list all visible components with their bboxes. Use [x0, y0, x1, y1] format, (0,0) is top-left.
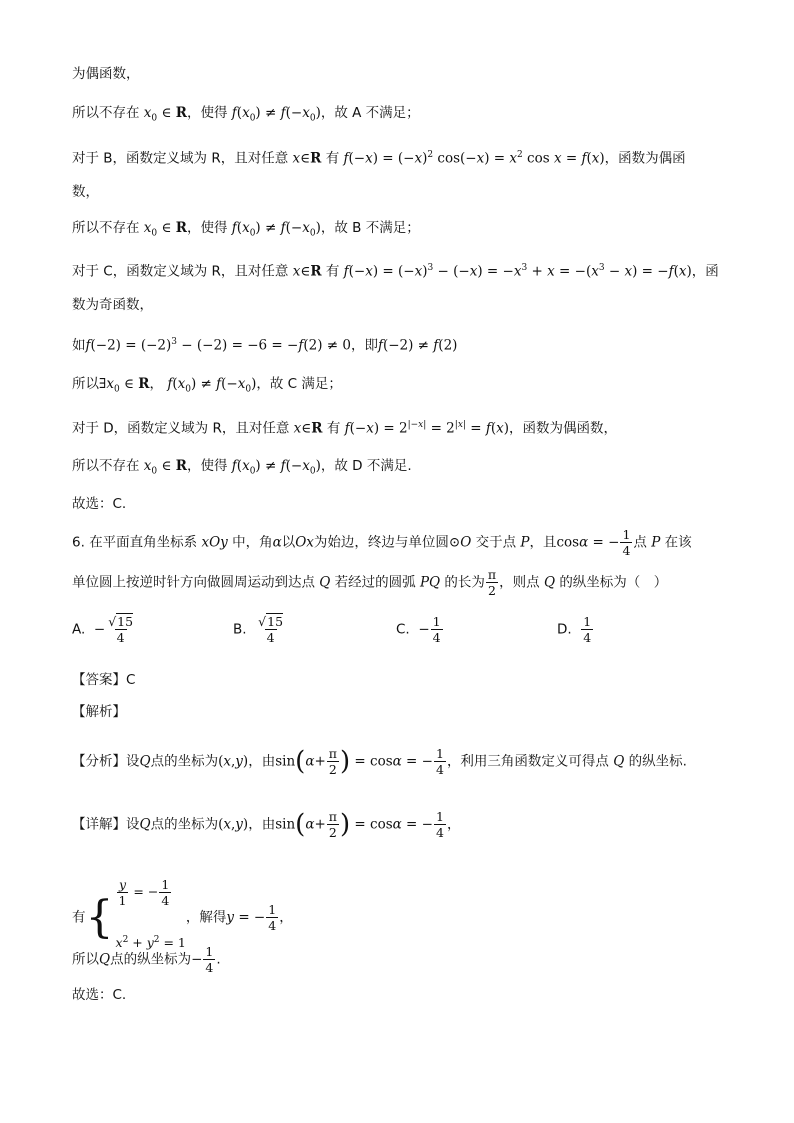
answer-tag: 【答案】	[72, 672, 126, 688]
option-a: A. − $\frac{√15}{4}$	[72, 614, 134, 645]
choose-line: 故选：C.	[72, 987, 127, 1003]
analysis-heading: 【解析】	[72, 704, 126, 720]
answer-line: 【答案】C	[72, 672, 136, 688]
text-line: 所以$\exists x_0$ ∈ R， $f(x_0) \ne f(-x_0)$，故 C 满足；	[72, 376, 342, 395]
text-line: 数为奇函数，	[72, 297, 153, 313]
question-line: 6. 在平面直角坐标系 xOy 中，角α以Ox为始边，终边与单位圆⊙O 交于点 P，且cosα = − $\frac{1}{4}$ 点 P 在该	[72, 527, 692, 558]
text-line: 为偶函数，	[72, 66, 140, 82]
detail-line: 【详解】设Q点的坐标为(x,y)，由sin(α+ $\frac{\pi}{2}$ ) = cosα = − $\frac{1}{4}$ ，	[72, 809, 461, 840]
text-line: 所以不存在 $x_0$ ∈ R，使得 $f(x_0) \ne f(-x_0)$，故 A 不满足；	[72, 105, 420, 124]
option-b: B. $\frac{√15}{4}$	[233, 614, 284, 645]
text-line: 所以不存在 $x_0$ ∈ R，使得 $f(x_0) \ne f(-x_0)$，故 B 不满足；	[72, 220, 420, 239]
analysis-line: 【分析】设Q点的坐标为(x,y)，由sin(α+ $\frac{\pi}{2}$ ) = cosα = − $\frac{1}{4}$ ，利用三角函数定义可得点 Q 的纵坐标.	[72, 746, 687, 777]
question-line: 单位圆上按逆时针方向做圆周运动到达点 Q 若经过的圆弧 PQ 的长为 $\frac{\pi}{2}$ ，则点 Q 的纵坐标为（ ）	[72, 567, 668, 598]
option-c: C. − $\frac{1}{4}$	[396, 614, 441, 645]
text-line: 对于 D，函数定义域为 R，且对任意 x∈R 有 $f(-x) = 2^{|-x|} = 2^{|x|} = f(x)$，函数为偶函数，	[72, 420, 618, 437]
text-line: 数，	[72, 184, 99, 200]
text-line: 如$f(-2) = (-2)^3 - (-2) = -6 = -f(2) \ne 0$，即f(−2) ≠ f(2)	[72, 337, 458, 354]
text-line: 对于 B，函数定义域为 R，且对任意 x∈R 有 $f(-x) = (-x)^2$ $\cos(-x) = x^2$ cos x = f(x)，函数为偶函	[72, 150, 686, 167]
option-d: D. $\frac{1}{4}$	[557, 614, 592, 645]
text-line: 所以不存在 $x_0$ ∈ R，使得 $f(x_0) \ne f(-x_0)$，故 D 不满足.	[72, 458, 412, 477]
text-line: 故选：C.	[72, 496, 127, 512]
final-line: 所以Q点的纵坐标为− $\frac{1}{4}$ .	[72, 944, 221, 975]
text-line: 对于 C，函数定义域为 R，且对任意 x∈R 有 $f(-x) = (-x)^3 - (-x) = -x^3 + x = -(x^3 - x) = -f(x)$，函	[72, 263, 719, 280]
system-line: 有 { $\frac{y}{1}$ = − $\frac{1}{4}$ $x^2 + y^2 = 1$ ，解得y = − $\frac{1}{4}$ ，	[72, 877, 293, 951]
